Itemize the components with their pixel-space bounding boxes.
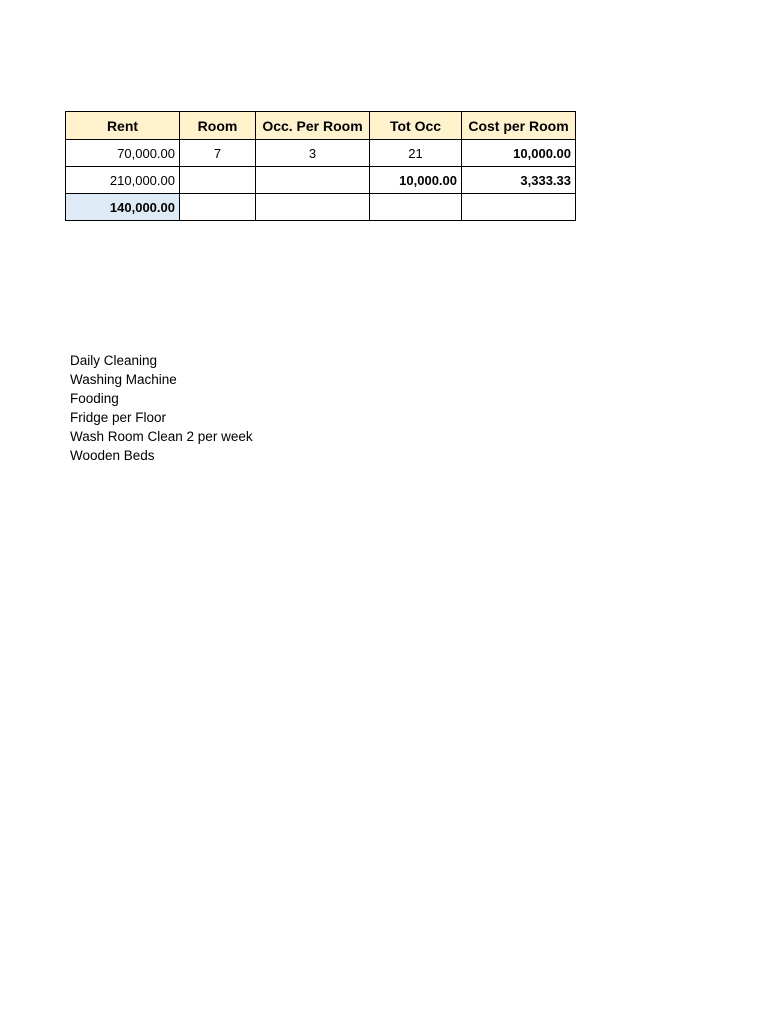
table-header-row: [66, 112, 576, 140]
amenities-list: [70, 351, 253, 465]
cell-cost-per-room[interactable]: 10,000.00: [462, 140, 576, 167]
header-rent[interactable]: Rent: [66, 112, 180, 140]
header-room[interactable]: Room: [180, 112, 256, 140]
list-item[interactable]: Fooding: [70, 391, 119, 406]
cell-cost-per-room[interactable]: [462, 194, 576, 221]
cell-tot-occ[interactable]: [370, 194, 462, 221]
table-row: [66, 140, 576, 167]
cell-room[interactable]: [180, 194, 256, 221]
rent-table: [65, 111, 576, 221]
list-item[interactable]: Wooden Beds: [70, 448, 155, 463]
table-row: [66, 194, 576, 221]
cell-occ-per-room[interactable]: [256, 194, 370, 221]
cell-rent-highlighted[interactable]: 140,000.00: [66, 194, 180, 221]
list-item[interactable]: Daily Cleaning: [70, 353, 158, 368]
table-row: [66, 167, 576, 194]
cell-rent[interactable]: 210,000.00: [66, 167, 180, 194]
cell-cost-per-room[interactable]: 3,333.33: [462, 167, 576, 194]
list-item[interactable]: Washing Machine: [70, 372, 177, 387]
cell-room[interactable]: [180, 167, 256, 194]
header-tot-occ[interactable]: Tot Occ: [370, 112, 462, 140]
list-item[interactable]: Wash Room Clean 2 per week: [70, 429, 253, 444]
header-occ-per-room[interactable]: Occ. Per Room: [256, 112, 370, 140]
header-cost-per-room[interactable]: Cost per Room: [462, 112, 576, 140]
list-item[interactable]: Fridge per Floor: [70, 410, 167, 425]
cell-occ-per-room[interactable]: 3: [256, 140, 370, 167]
cell-rent[interactable]: 70,000.00: [66, 140, 180, 167]
cell-tot-occ[interactable]: 21: [370, 140, 462, 167]
cell-room[interactable]: 7: [180, 140, 256, 167]
cell-occ-per-room[interactable]: [256, 167, 370, 194]
cell-tot-occ[interactable]: 10,000.00: [370, 167, 462, 194]
